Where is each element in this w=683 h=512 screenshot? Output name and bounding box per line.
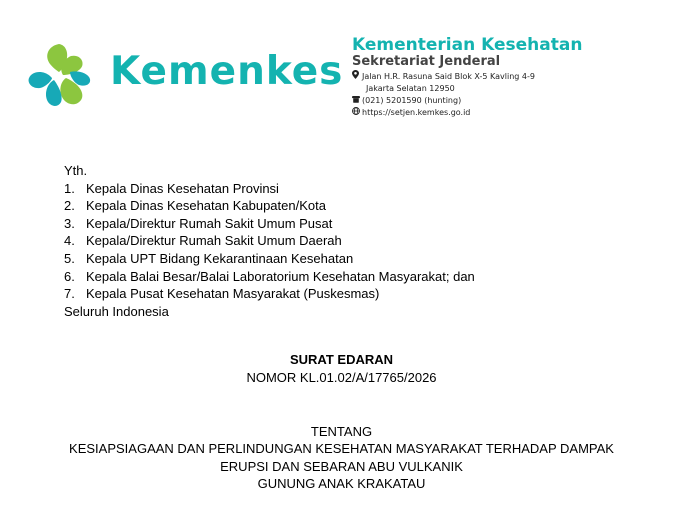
website-link[interactable]: https://setjen.kemkes.go.id [362, 108, 471, 117]
location-pin-icon [352, 70, 362, 83]
subject-line: GUNUNG ANAK KRAKATAU [257, 476, 426, 491]
list-item: 2. Kepala Dinas Kesehatan Kabupaten/Kota [64, 198, 326, 214]
subject-title [0, 440, 683, 493]
website-line [352, 107, 582, 119]
phone-number: (021) 5201590 (hunting) [362, 96, 462, 105]
greeting: Yth. [64, 163, 88, 178]
unit-name: Sekretariat Jenderal [352, 54, 501, 69]
letterhead [0, 0, 683, 140]
brand-wordmark: Kemenkes [110, 49, 344, 94]
list-item: 7. Kepala Pusat Kesehatan Masyarakat (Puskesmas) [64, 286, 380, 302]
kemenkes-logo-icon [26, 42, 92, 110]
list-item: 5. Kepala UPT Bidang Kekarantinaan Kesehatan [64, 250, 354, 266]
globe-icon [352, 107, 362, 119]
telephone-icon [352, 95, 362, 107]
subject-line: KESIAPSIAGAAN DAN PERLINDUNGAN KESEHATAN MASYARAKAT TERHADAP DAMPAK [69, 441, 614, 456]
phone-line [352, 95, 582, 107]
list-item: 4. Kepala/Direktur Rumah Sakit Umum Daerah [64, 233, 342, 249]
address-line [352, 70, 582, 83]
subject-line: ERUPSI DAN SEBARAN ABU VULKANIK [220, 458, 463, 474]
list-item: 6. Kepala Balai Besar/Balai Laboratorium Kesehatan Masyarakat; dan [64, 268, 475, 284]
addressee-block [64, 162, 475, 320]
recipient-list [64, 180, 475, 303]
ministry-block [352, 36, 582, 119]
list-item: 3. Kepala/Direktur Rumah Sakit Umum Pusat [64, 215, 333, 231]
list-item: 1. Kepala Dinas Kesehatan Provinsi [64, 180, 279, 196]
subject-label: TENTANG [310, 424, 373, 439]
document-number: NOMOR KL.01.02/A/17765/2026 [246, 370, 437, 385]
address-line-1: Jalan H.R. Rasuna Said Blok X-5 Kavling 4-9 [362, 71, 535, 81]
document-type: SURAT EDARAN [289, 352, 394, 367]
region-line: Seluruh Indonesia [64, 303, 169, 319]
address-line-2: Jakarta Selatan 12950 [366, 84, 455, 93]
ministry-name: Kementerian Kesehatan [352, 35, 583, 55]
